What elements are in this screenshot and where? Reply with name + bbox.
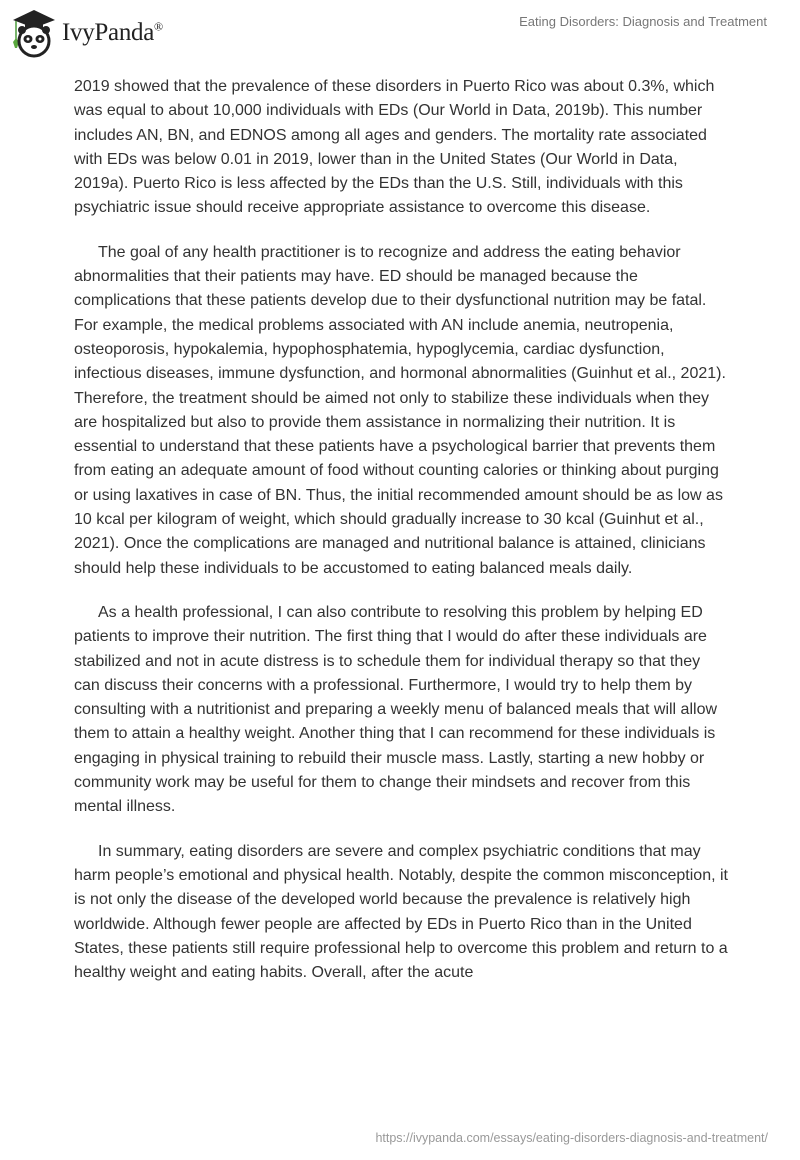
paragraph: 2019 showed that the prevalence of these disorders in Puerto Rico was about 0.3%, which was equal to about 10,000 individuals with EDs (Our World in Data, 2019b). This number includes AN, BN, and EDNOS among all ages and genders. The mortality rate associated with EDs was below 0.01 in 2019, lower than in the United States (Our World in Data, 2019a). Puerto Rico is less affected by the EDs than the U.S. Still, individuals with this psychiatric issue should receive appropriate assistance to overcome this disease. [74,78,715,217]
ivypanda-logo[interactable] [12,8,163,58]
registered-mark: ® [154,19,163,34]
panda-graduate-icon [12,8,56,58]
footer-url-link[interactable]: https://ivypanda.com/essays/eating-disorders-diagnosis-and-treatment/ [375,1131,768,1145]
essay-body [74,75,730,1005]
document-title: Eating Disorders: Diagnosis and Treatment [519,14,767,29]
logo-name: IvyPanda [62,19,155,46]
paragraph: In summary, eating disorders are severe and complex psychiatric conditions that may harm people’s emotional and physical health. Notably, despite the common misconception, it is not only the disease of the developed world because the prevalence is relatively high worldwide. Although fewer people are affected by EDs in Puerto Rico than in the United States, these patients still require professional help to overcome this problem and return to a healthy weight and eating habits. Overall, after the acute [74,842,728,982]
logo-text [62,19,163,47]
paragraph: The goal of any health practitioner is to recognize and address the eating behavior abnormalities that their patients may have. ED should be managed because the complications that these patients develop due to their dysfunctional nutrition may be fatal. For example, the medical problems associated with AN include anemia, neutropenia, osteoporosis, hypokalemia, hypophosphatemia, hypoglycemia, cardiac dysfunction, infectious diseases, immune dysfunction, and hormonal abnormalities (Guinhut et al., 2021). Therefore, the treatment should be aimed not only to stabilize these individuals when they are hospitalized but also to provide them assistance in normalizing their nutrition. It is essential to understand that these patients have a psychological barrier that prevents them from eating an adequate amount of food without counting calories or thinking about purging or using laxatives in case of BN. Thus, the initial recommended amount should be as low as 10 kcal per kilogram of weight, which should gradually increase to 30 kcal (Guinhut et al., 2021). Once the complications are managed and nutritional balance is attained, clinicians should help these individuals to be accustomed to eating balanced meals daily. [74,243,726,577]
paragraph: As a health professional, I can also contribute to resolving this problem by helping ED patients to improve their nutrition. The first thing that I would do after these individuals are stabilized and not in acute distress is to schedule them for individual therapy so that they can discuss their concerns with a professional. Furthermore, I would try to help them by consulting with a nutritionist and preparing a weekly menu of balanced meals that will allow them to attain a healthy weight. Another thing that I can recommend for these individuals is engaging in physical training to rebuild their muscle mass. Lastly, starting a new hobby or community work may be useful for them to change their mindsets and recover from this mental illness. [74,603,718,816]
